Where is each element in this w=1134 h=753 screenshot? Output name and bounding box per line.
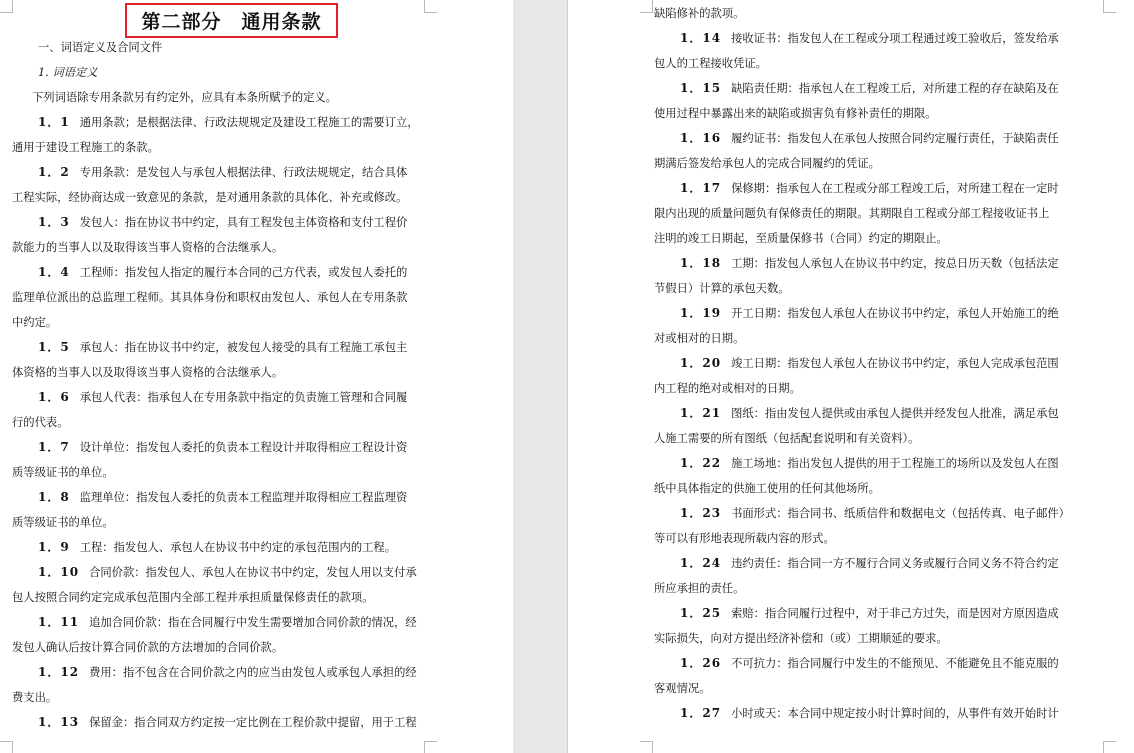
paragraph-line [654,676,1094,701]
clause-text: 使用过程中暴露出来的缺陷或损害负有修补责任的期限。 [654,107,937,120]
paragraph-first-line [654,301,1094,326]
clause-text: 竣工日期：指发包人承包人在协议书中约定，承包人完成承包范围 [731,357,1059,370]
clause-number: 1．14 [680,31,722,45]
clause-text: 包人按照合同约定完成承包范围内全部工程并承担质量保修责任的款项。 [12,591,374,604]
clause-text: 行的代表。 [12,416,69,429]
paragraph-first-line [654,351,1094,376]
paragraph-first-line [654,26,1094,51]
paragraph-line [12,360,452,385]
clause-number: 1．8 [38,490,70,504]
clause-text: 体资格的当事人以及取得该当事人资格的合法继承人。 [12,366,284,379]
clause-text: 工程师：指发包人指定的履行本合同的己方代表，或发包人委托的 [79,266,408,279]
clause-number: 1．12 [38,665,80,679]
clause-number: 1．5 [38,340,70,354]
paragraph-first-line [654,451,1094,476]
definition-paragraph [654,126,1094,176]
paragraph-line [654,226,1094,251]
clause-text: 合同价款：指发包人、承包人在协议书中约定，发包人用以支付承 [89,566,417,579]
intro-text: 下列词语除专用条款另有约定外，应具有本条所赋予的定义。 [32,91,338,104]
clause-number: 1．18 [680,256,722,270]
clause-text: 注明的竣工日期起，至质量保修书（合同）约定的期限止。 [654,232,948,245]
clause-text: 限内出现的质量问题负有保修责任的期限。其期限自工程或分部工程接收证书上 [654,207,1050,220]
clause-number: 1．2 [38,165,70,179]
clause-number: 1．15 [680,81,722,95]
clause-text: 工期：指发包人承包人在协议书中约定，按总日历天数（包括法定 [731,257,1059,270]
clause-text: 承包人：指在协议书中约定，被发包人接受的具有工程施工承包主 [79,341,408,354]
paragraph-line [654,201,1094,226]
clause-number: 1．20 [680,356,722,370]
paragraph-first-line [654,401,1094,426]
clause-text: 不可抗力：指合同履行中发生的不能预见、不能避免且不能克服的 [731,657,1059,670]
definition-paragraph [654,301,1094,351]
definition-paragraph [12,660,452,710]
definition-paragraph [654,601,1094,651]
clause-number: 1．24 [680,556,722,570]
paragraph-line [12,635,452,660]
clause-text: 图纸：指由发包人提供或由承包人提供并经发包人批准，满足承包 [731,407,1059,420]
document-page-right [567,0,1134,753]
paragraph-first-line [654,501,1094,526]
clause-text: 费支出。 [12,691,58,704]
definition-paragraph [12,535,452,560]
clause-text: 包人的工程接收凭证。 [654,57,767,70]
definition-paragraph [654,451,1094,501]
paragraph-line [654,101,1094,126]
clause-text: 实际损失，向对方提出经济补偿和（或）工期顺延的要求。 [654,632,948,645]
clause-number: 1．11 [38,615,80,629]
clause-number: 1．3 [38,215,70,229]
definition-paragraph [654,251,1094,301]
definition-paragraph [12,560,452,610]
paragraph-line [12,235,452,260]
clause-text: 保留金：指合同双方约定按一定比例在工程价款中提留，用于工程 [89,716,417,729]
clause-text: 发包人确认后按计算合同价款的方法增加的合同价款。 [12,641,284,654]
clause-text: 设计单位：指发包人委托的负责本工程设计并取得相应工程设计资 [79,441,408,454]
paragraph-line [12,285,452,310]
clause-text: 工程实际，经协商达成一致意见的条款，是对通用条款的具体化、补充或修改。 [12,191,408,204]
paragraph-line [654,151,1094,176]
definition-paragraph [654,76,1094,126]
clause-number: 1．1 [38,115,70,129]
definition-paragraph [12,485,452,535]
definition-paragraph [654,551,1094,601]
clause-number: 1．27 [680,706,722,720]
paragraph-first-line [654,251,1094,276]
paragraph-first-line [654,551,1094,576]
clause-number: 1．6 [38,390,70,404]
paragraph-first-line [654,601,1094,626]
clause-text: 通用条款；是根据法律、行政法规规定及建设工程施工的需要订立， [79,116,419,129]
clause-text: 违约责任：指合同一方不履行合同义务或履行合同义务不符合约定 [731,557,1059,570]
paragraph-first-line [654,651,1094,676]
clause-text: 索赔：指合同履行过程中，对于非己方过失，而是因对方原因造成 [731,607,1059,620]
clause-text: 开工日期：指发包人承包人在协议书中约定，承包人开始施工的绝 [731,307,1059,320]
paragraph-line [654,476,1094,501]
clause-number: 1．4 [38,265,70,279]
clause-text: 专用条款：是发包人与承包人根据法律、行政法规规定，结合具体 [79,166,408,179]
margin-corner-mark [424,0,437,13]
clause-text: 内工程的绝对或相对的日期。 [654,382,801,395]
clause-number: 1．26 [680,656,722,670]
definition-paragraph [12,335,452,385]
definition-paragraph [654,351,1094,401]
section-heading: 一、词语定义及合同文件 [38,41,163,54]
definition-paragraph [654,701,1094,726]
paragraph-first-line [12,560,452,585]
clause-text: 保修期：指承包人在工程或分部工程竣工后，对所建工程在一定时 [731,182,1059,195]
paragraph-line [654,326,1094,351]
definition-paragraph [12,385,452,435]
clause-number: 1．13 [38,715,80,729]
paragraph-line [12,135,452,160]
clause-text: 追加合同价款：指在合同履行中发生需要增加合同价款的情况，经 [89,616,417,629]
paragraph-first-line [12,110,452,135]
document-title: 第二部分 通用条款 [125,3,338,38]
definition-paragraph [12,110,452,160]
margin-corner-mark [1103,0,1116,13]
margin-corner-mark [1103,741,1116,753]
left-page-body [12,35,452,735]
clause-text: 所应承担的责任。 [654,582,745,595]
definition-paragraph [12,210,452,260]
clause-text: 质等级证书的单位。 [12,516,114,529]
paragraph-first-line [654,76,1094,101]
clause-text: 接收证书：指发包人在工程或分项工程通过竣工验收后，签发给承 [731,32,1059,45]
clause-text: 监理单位：指发包人委托的负责本工程监理并取得相应工程监理资 [79,491,408,504]
paragraph-first-line [12,260,452,285]
clause-text: 监理单位派出的总监理工程师。其具体身份和职权由发包人、承包人在专用条款 [12,291,408,304]
definition-paragraph [12,260,452,335]
clause-text: 节假日）计算的承包天数。 [654,282,790,295]
clause-number: 1．16 [680,131,722,145]
definition-paragraph [12,610,452,660]
paragraph-line [654,526,1094,551]
paragraph-first-line [12,535,452,560]
clause-text: 书面形式：指合同书、纸质信件和数据电文（包括传真、电子邮件） [731,507,1070,520]
paragraph-line [12,685,452,710]
margin-corner-mark [640,741,653,753]
paragraph-first-line [12,385,452,410]
paragraph-first-line [12,435,452,460]
clause-number: 1．17 [680,181,722,195]
margin-corner-mark [640,0,653,13]
definition-paragraph [654,26,1094,76]
definition-paragraph [654,401,1094,451]
clause-number: 1．9 [38,540,70,554]
document-page-left [0,0,513,753]
clause-number: 1．22 [680,456,722,470]
paragraph-line [654,276,1094,301]
paragraph-first-line [12,335,452,360]
paragraph-line [12,410,452,435]
clause-number: 1．25 [680,606,722,620]
paragraph-first-line [12,660,452,685]
paragraph-line [654,51,1094,76]
margin-corner-mark [0,741,13,753]
right-page-body [654,1,1094,726]
clause-text: 小时或天：本合同中规定按小时计算时间的，从事件有效开始时计 [731,707,1059,720]
clause-number: 1．19 [680,306,722,320]
paragraph-line [654,626,1094,651]
clause-text: 承包人代表：指承包人在专用条款中指定的负责施工管理和合同履 [79,391,408,404]
paragraph-first-line [654,176,1094,201]
clause-text: 质等级证书的单位。 [12,466,114,479]
paragraph-line [12,185,452,210]
clause-text: 期满后签发给承包人的完成合同履约的凭证。 [654,157,880,170]
paragraph-first-line [654,126,1094,151]
clause-text: 缺陷责任期：指承包人在工程竣工后，对所建工程的存在缺陷及在 [731,82,1059,95]
clause-number: 1．23 [680,506,722,520]
paragraph-first-line [12,710,452,735]
paragraph-line [12,585,452,610]
paragraph-line [12,310,452,335]
clause-number: 1．21 [680,406,722,420]
clause-text: 中约定。 [12,316,58,329]
continuation-text: 缺陷修补的款项。 [654,7,745,20]
definition-paragraph [654,651,1094,701]
paragraph-line [654,426,1094,451]
paragraph-first-line [12,210,452,235]
clause-text: 人施工需要的所有图纸（包括配套说明和有关资料）。 [654,432,920,445]
margin-corner-mark [424,741,437,753]
clause-text: 工程：指发包人、承包人在协议书中约定的承包范围内的工程。 [79,541,397,554]
clause-text: 客观情况。 [654,682,711,695]
paragraph-first-line [12,485,452,510]
clause-number: 1．7 [38,440,70,454]
subheading: 1. 词语定义 [38,66,98,79]
definition-paragraph [654,176,1094,251]
definition-paragraph [654,501,1094,551]
definition-paragraph [12,160,452,210]
clause-text: 纸中具体指定的供施工使用的任何其他场所。 [654,482,880,495]
clause-text: 施工场地：指出发包人提供的用于工程施工的场所以及发包人在图 [731,457,1059,470]
definition-paragraph [12,435,452,485]
paragraph-first-line [12,160,452,185]
paragraph-line [12,460,452,485]
paragraph-line [12,510,452,535]
clause-text: 款能力的当事人以及取得该当事人资格的合法继承人。 [12,241,284,254]
definition-paragraph [12,710,452,735]
clause-text: 履约证书：指发包人在承包人按照合同约定履行责任，于缺陷责任 [731,132,1059,145]
clause-text: 发包人：指在协议书中约定，具有工程发包主体资格和支付工程价 [79,216,408,229]
clause-text: 等可以有形地表现所载内容的形式。 [654,532,835,545]
paragraph-line [654,376,1094,401]
paragraph-line [654,576,1094,601]
clause-text: 通用于建设工程施工的条款。 [12,141,159,154]
paragraph-first-line [654,701,1094,726]
clause-text: 费用：指不包含在合同价款之内的应当由发包人或承包人承担的经 [89,666,417,679]
margin-corner-mark [0,0,13,13]
clause-number: 1．10 [38,565,80,579]
clause-text: 对或相对的日期。 [654,332,745,345]
paragraph-first-line [12,610,452,635]
